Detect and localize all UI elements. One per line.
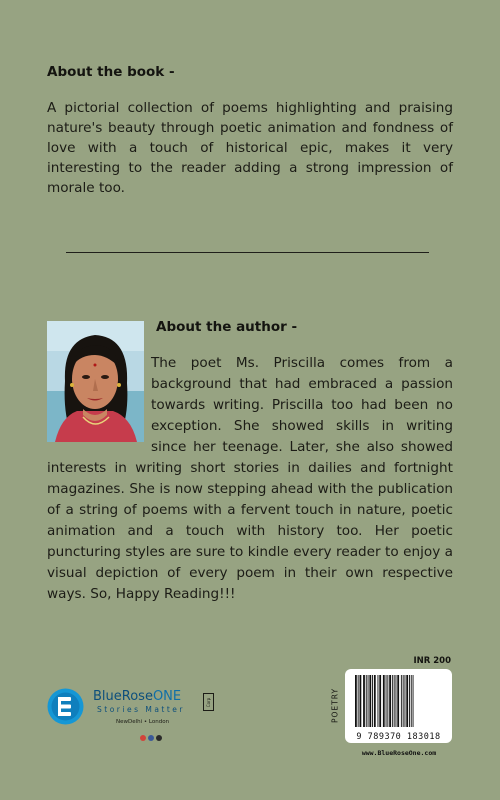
barcode-bar bbox=[405, 675, 406, 727]
barcode-bar bbox=[369, 675, 371, 727]
price-label: INR 200 bbox=[413, 656, 451, 666]
social-icons bbox=[139, 727, 169, 735]
barcode-bar bbox=[392, 675, 393, 727]
barcode-bar bbox=[397, 675, 399, 727]
about-author-block bbox=[47, 353, 453, 605]
barcode-bars bbox=[345, 669, 452, 731]
trademark-badge bbox=[203, 693, 214, 711]
barcode-bar bbox=[387, 675, 388, 727]
threads-icon bbox=[156, 735, 162, 741]
barcode-bar bbox=[394, 675, 395, 727]
barcode-bar bbox=[379, 675, 381, 727]
facebook-icon bbox=[148, 735, 154, 741]
instagram-icon bbox=[140, 735, 146, 741]
barcode-bar bbox=[403, 675, 404, 727]
barcode-bar bbox=[401, 675, 402, 727]
barcode-bar bbox=[360, 675, 362, 727]
barcode-bar bbox=[355, 675, 357, 727]
genre-label bbox=[330, 685, 341, 729]
barcode-bar bbox=[363, 675, 365, 727]
about-book-heading: About the book - bbox=[47, 64, 175, 80]
brand-suffix: ONE bbox=[152, 689, 182, 704]
barcode-bar bbox=[386, 675, 387, 727]
barcode-bar bbox=[409, 675, 410, 727]
barcode-bar bbox=[366, 675, 367, 727]
about-book-text: A pictorial collection of poems highlighting and praising nature's beauty through poetic animation and fondness of love with a touch of historical epic, makes it very interesting to the reader adding a strong impression of morale too. bbox=[47, 100, 453, 196]
barcode-bar bbox=[396, 675, 397, 727]
photo-wrap-spacer bbox=[47, 353, 151, 454]
section-divider bbox=[66, 252, 429, 253]
barcode-bar bbox=[411, 675, 412, 727]
brand-name: BlueRose bbox=[93, 689, 153, 704]
about-author-text: The poet Ms. Priscilla comes from a background that had embraced a passion towards writing. Priscilla too had been no exception. She showed skills in writing since her teenage. Later, she also showed interests in writing short stories in dailies and fortnight magazines. She is now stepping ahead with the publication of a string of poems with a fervent touch in nature, poetic animation and a touch with history too. Her poetic puncturing styles are sure to kindle every reader to enjoy a visual depiction of every poem in their own respective ways. So, Happy Reading!!! bbox=[47, 355, 453, 602]
barcode-bar bbox=[358, 675, 359, 727]
barcode-bar bbox=[406, 675, 408, 727]
bluerose-logo-icon bbox=[47, 688, 84, 725]
barcode-bar bbox=[383, 675, 385, 727]
barcode-bar bbox=[413, 675, 414, 727]
genre-text: POETRY bbox=[330, 687, 340, 724]
barcode-bar bbox=[389, 675, 391, 727]
publisher-brand bbox=[93, 689, 181, 704]
publisher-tagline: Stories Matter bbox=[97, 705, 186, 714]
publisher-cities: NewDelhi • London bbox=[116, 719, 170, 725]
barcode-bar bbox=[368, 675, 369, 727]
trademark-text: Corp bbox=[206, 697, 211, 708]
barcode-bar bbox=[374, 675, 376, 727]
barcode-number: 9 789370 183018 bbox=[356, 732, 441, 742]
barcode-bar bbox=[378, 675, 379, 727]
barcode-bar bbox=[372, 675, 373, 727]
publisher-website: www.BlueRoseOne.com bbox=[361, 749, 437, 757]
about-author-heading: About the author - bbox=[156, 319, 298, 335]
